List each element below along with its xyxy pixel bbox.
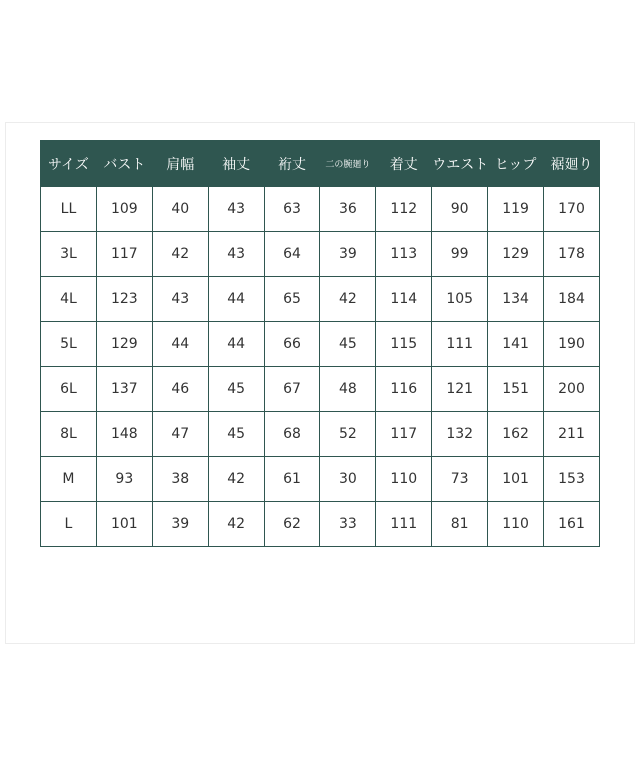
header-bust: バスト	[96, 141, 152, 187]
measurement-cell: 33	[320, 502, 376, 547]
header-row	[41, 141, 600, 187]
measurement-cell: 46	[152, 367, 208, 412]
measurement-cell: 112	[376, 187, 432, 232]
size-chart-body	[41, 187, 600, 547]
measurement-cell: 43	[208, 187, 264, 232]
measurement-cell: 101	[96, 502, 152, 547]
measurement-cell: 61	[264, 457, 320, 502]
measurement-cell: 161	[544, 502, 600, 547]
table-row	[41, 412, 600, 457]
measurement-cell: 114	[376, 277, 432, 322]
header-waist: ウエスト	[432, 141, 488, 187]
measurement-cell: 44	[208, 277, 264, 322]
measurement-cell: 93	[96, 457, 152, 502]
measurement-cell: 119	[488, 187, 544, 232]
measurement-cell: 30	[320, 457, 376, 502]
measurement-cell: 44	[152, 322, 208, 367]
header-upper-arm: 二の腕廻り	[320, 141, 376, 187]
header-yuki-length: 裄丈	[264, 141, 320, 187]
table-row	[41, 457, 600, 502]
measurement-cell: 65	[264, 277, 320, 322]
table-row	[41, 277, 600, 322]
table-row	[41, 502, 600, 547]
measurement-cell: 148	[96, 412, 152, 457]
size-label-cell: 6L	[41, 367, 97, 412]
measurement-cell: 111	[376, 502, 432, 547]
size-label-cell: L	[41, 502, 97, 547]
measurement-cell: 45	[320, 322, 376, 367]
measurement-cell: 43	[208, 232, 264, 277]
measurement-cell: 178	[544, 232, 600, 277]
measurement-cell: 40	[152, 187, 208, 232]
measurement-cell: 211	[544, 412, 600, 457]
measurement-cell: 110	[376, 457, 432, 502]
measurement-cell: 43	[152, 277, 208, 322]
measurement-cell: 48	[320, 367, 376, 412]
size-label-cell: 8L	[41, 412, 97, 457]
measurement-cell: 184	[544, 277, 600, 322]
size-chart-table	[40, 140, 600, 547]
table-row	[41, 232, 600, 277]
measurement-cell: 101	[488, 457, 544, 502]
measurement-cell: 63	[264, 187, 320, 232]
header-size: サイズ	[41, 141, 97, 187]
measurement-cell: 99	[432, 232, 488, 277]
measurement-cell: 42	[152, 232, 208, 277]
size-label-cell: 5L	[41, 322, 97, 367]
measurement-cell: 38	[152, 457, 208, 502]
measurement-cell: 129	[96, 322, 152, 367]
measurement-cell: 115	[376, 322, 432, 367]
measurement-cell: 200	[544, 367, 600, 412]
header-shoulder: 肩幅	[152, 141, 208, 187]
measurement-cell: 44	[208, 322, 264, 367]
measurement-cell: 39	[320, 232, 376, 277]
measurement-cell: 36	[320, 187, 376, 232]
measurement-cell: 68	[264, 412, 320, 457]
measurement-cell: 117	[376, 412, 432, 457]
header-hip: ヒップ	[488, 141, 544, 187]
measurement-cell: 162	[488, 412, 544, 457]
measurement-cell: 129	[488, 232, 544, 277]
header-hem: 裾廻り	[544, 141, 600, 187]
measurement-cell: 67	[264, 367, 320, 412]
measurement-cell: 81	[432, 502, 488, 547]
header-sleeve-length: 袖丈	[208, 141, 264, 187]
size-label-cell: LL	[41, 187, 97, 232]
measurement-cell: 42	[208, 502, 264, 547]
measurement-cell: 170	[544, 187, 600, 232]
measurement-cell: 64	[264, 232, 320, 277]
measurement-cell: 105	[432, 277, 488, 322]
size-label-cell: M	[41, 457, 97, 502]
measurement-cell: 132	[432, 412, 488, 457]
measurement-cell: 116	[376, 367, 432, 412]
header-length: 着丈	[376, 141, 432, 187]
measurement-cell: 110	[488, 502, 544, 547]
measurement-cell: 151	[488, 367, 544, 412]
measurement-cell: 42	[208, 457, 264, 502]
measurement-cell: 134	[488, 277, 544, 322]
measurement-cell: 90	[432, 187, 488, 232]
measurement-cell: 73	[432, 457, 488, 502]
measurement-cell: 117	[96, 232, 152, 277]
size-label-cell: 4L	[41, 277, 97, 322]
measurement-cell: 190	[544, 322, 600, 367]
measurement-cell: 141	[488, 322, 544, 367]
measurement-cell: 42	[320, 277, 376, 322]
measurement-cell: 39	[152, 502, 208, 547]
size-label-cell: 3L	[41, 232, 97, 277]
measurement-cell: 111	[432, 322, 488, 367]
table-row	[41, 322, 600, 367]
size-chart-header	[41, 141, 600, 187]
measurement-cell: 123	[96, 277, 152, 322]
table-row	[41, 187, 600, 232]
measurement-cell: 52	[320, 412, 376, 457]
measurement-cell: 62	[264, 502, 320, 547]
table-row	[41, 367, 600, 412]
measurement-cell: 113	[376, 232, 432, 277]
measurement-cell: 45	[208, 412, 264, 457]
measurement-cell: 47	[152, 412, 208, 457]
measurement-cell: 121	[432, 367, 488, 412]
measurement-cell: 45	[208, 367, 264, 412]
measurement-cell: 153	[544, 457, 600, 502]
measurement-cell: 109	[96, 187, 152, 232]
measurement-cell: 66	[264, 322, 320, 367]
measurement-cell: 137	[96, 367, 152, 412]
